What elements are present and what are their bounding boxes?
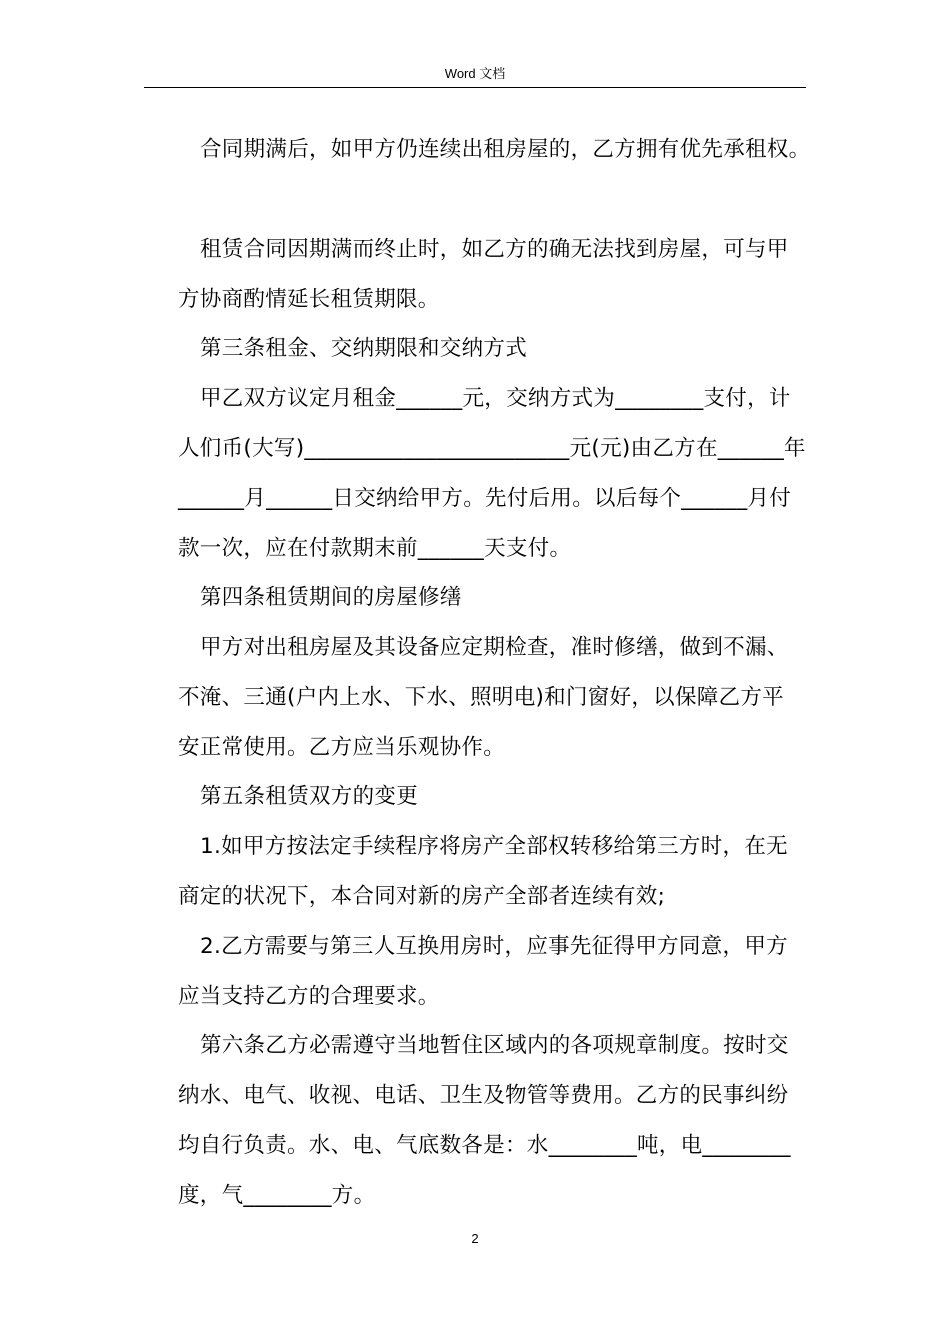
section-heading: 第四条租赁期间的房屋修缮: [200, 585, 462, 610]
paragraph-line: 第六条乙方必需遵守当地暂住区域内的各项规章制度。按时交: [200, 1033, 789, 1058]
paragraph-line: 2.乙方需要与第三人互换用房时，应事先征得甲方同意，甲方: [200, 934, 788, 959]
paragraph-line: 甲乙双方议定月租金______元，交纳方式为________支付，计: [200, 386, 791, 411]
paragraph-line: 均自行负责。水、电、气底数各是：水________吨，电________: [178, 1133, 791, 1158]
paragraph-line: 纳水、电气、收视、电话、卫生及物管等费用。乙方的民事纠纷: [178, 1083, 789, 1108]
section-heading: 第三条租金、交纳期限和交纳方式: [200, 336, 528, 361]
paragraph-line: 应当支持乙方的合理要求。: [178, 984, 440, 1009]
paragraph-line: 商定的状况下，本合同对新的房产全部者连续有效;: [178, 884, 666, 909]
paragraph-line: 度，气________方。: [178, 1183, 376, 1208]
header-divider: [144, 87, 806, 88]
paragraph-line: ______月______日交纳给甲方。先付后用。以后每个______月付: [178, 486, 792, 511]
page-number: 2: [471, 1231, 479, 1246]
paragraph-line: 人们币(大写)________________________元(元)由乙方在______年: [178, 436, 806, 461]
paragraph-line: 安正常使用。乙方应当乐观协作。: [178, 735, 506, 760]
paragraph-line: 不淹、三通(户内上水、下水、照明电)和门窗好，以保障乙方平: [178, 685, 784, 710]
section-heading: 第五条租赁双方的变更: [200, 784, 419, 809]
paragraph-line: 租赁合同因期满而终止时，如乙方的确无法找到房屋，可与甲: [200, 237, 789, 262]
page-header-title: Word 文档: [444, 66, 506, 81]
paragraph-line: 款一次，应在付款期末前______天支付。: [178, 536, 572, 561]
paragraph-line: 甲方对出租房屋及其设备应定期检查，准时修缮，做到不漏、: [200, 635, 789, 660]
paragraph-line: 合同期满后，如甲方仍连续出租房屋的，乙方拥有优先承租权。: [200, 137, 811, 162]
paragraph-line: 方协商酌情延长租赁期限。: [178, 287, 440, 312]
paragraph-line: 1.如甲方按法定手续程序将房产全部权转移给第三方时，在无: [200, 834, 788, 859]
